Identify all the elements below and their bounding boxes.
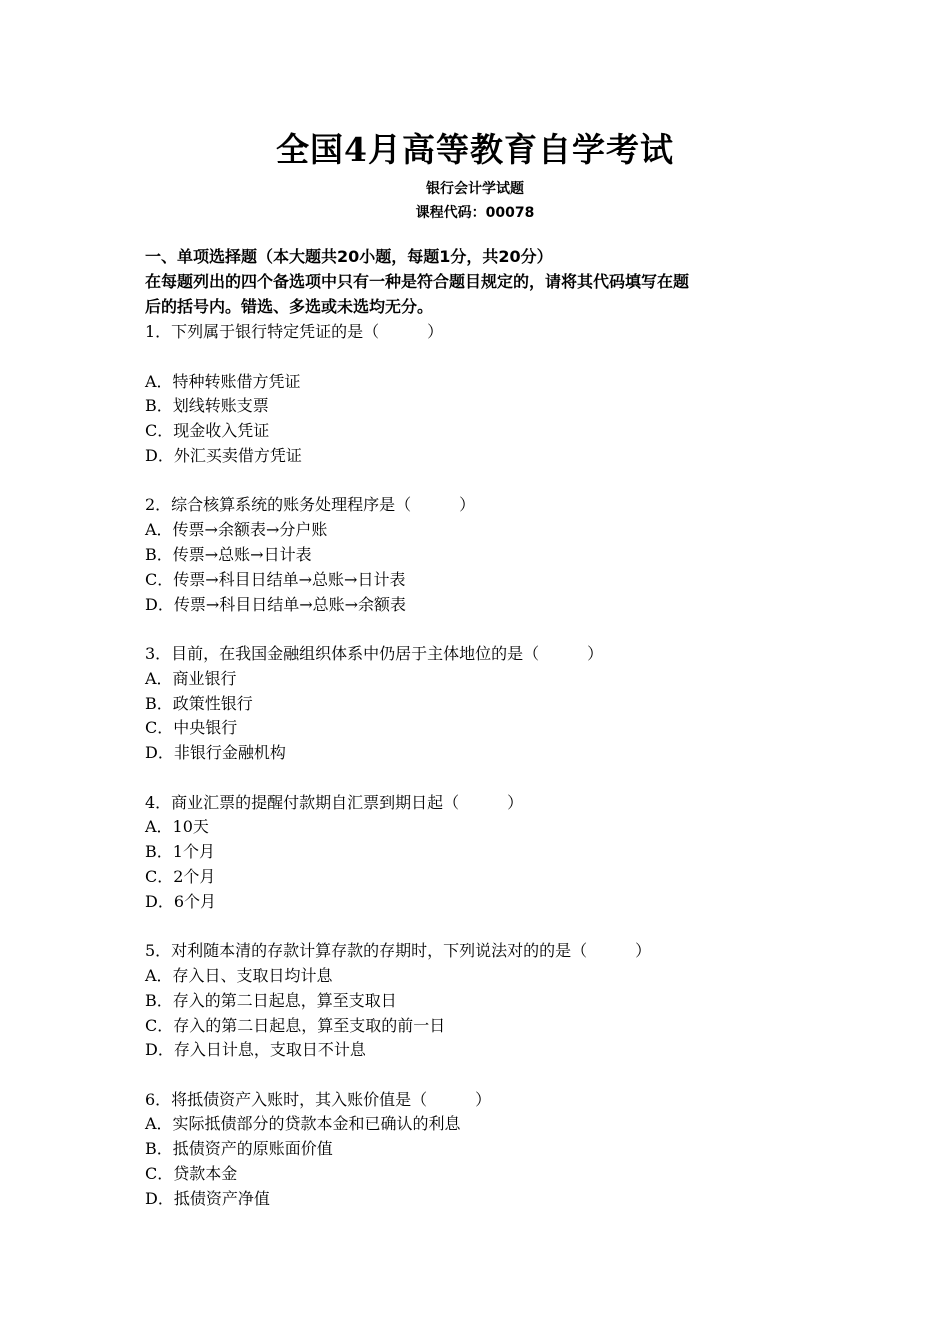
option-b: B．1个月 — [145, 842, 215, 862]
option-a: A．特种转账借方凭证 — [145, 371, 301, 391]
option-a: A．传票→余额表→分户账 — [145, 520, 328, 540]
section-header — [145, 244, 825, 319]
option-b: B．存入的第二日起息，算至支取日 — [145, 990, 397, 1010]
option-d: D．外汇买卖借方凭证 — [145, 445, 302, 465]
option-d: D．抵债资产净值 — [145, 1188, 270, 1208]
option-a: A．实际抵债部分的贷款本金和已确认的利息 — [145, 1114, 461, 1134]
option-b: B．政策性银行 — [145, 693, 253, 713]
question-4 — [145, 791, 825, 915]
option-c: C．存入的第二日起息，算至支取的前一日 — [145, 1015, 446, 1035]
question-stem: 5．对利随本清的存款计算存款的存期时，下列说法对的的是（ ） — [145, 941, 652, 961]
option-c: C．贷款本金 — [145, 1164, 238, 1184]
section-heading: 一、单项选择题（本大题共20小题，每题1分，共20分） — [145, 247, 553, 266]
question-6 — [145, 1088, 825, 1212]
course-code: 课程代码：00078 — [415, 205, 535, 221]
question-stem: 3．目前，在我国金融组织体系中仍居于主体地位的是（ ） — [145, 643, 604, 663]
section-instruction-line-1: 在每题列出的四个备选项中只有一种是符合题目规定的，请将其代码填写在题 — [145, 272, 690, 291]
question-5 — [145, 939, 825, 1063]
option-c: C．中央银行 — [145, 718, 238, 738]
option-b: B．传票→总账→日计表 — [145, 544, 312, 564]
option-b: B．抵债资产的原账面价值 — [145, 1139, 333, 1159]
option-a: A．存入日、支取日均计息 — [145, 965, 333, 985]
exam-subject: 银行会计学试题 — [426, 181, 524, 197]
exam-title: 全国4月高等教育自学考试 — [276, 130, 674, 169]
option-d: D．非银行金融机构 — [145, 743, 286, 763]
option-b: B．划线转账支票 — [145, 396, 269, 416]
question-list — [145, 320, 825, 1236]
question-1 — [145, 320, 825, 469]
option-c: C．传票→科目日结单→总账→日计表 — [145, 569, 406, 589]
question-stem: 1．下列属于银行特定凭证的是（ ） — [145, 322, 444, 341]
option-a: A．商业银行 — [145, 668, 237, 688]
option-c: C．现金收入凭证 — [145, 421, 270, 441]
option-a: A．10天 — [145, 817, 209, 837]
option-d: D．6个月 — [145, 891, 217, 911]
option-c: C．2个月 — [145, 866, 216, 886]
option-d: D．存入日计息，支取日不计息 — [145, 1040, 366, 1060]
question-3 — [145, 642, 825, 766]
question-stem: 4．商业汇票的提醒付款期自汇票到期日起（ ） — [145, 792, 524, 812]
question-stem: 2．综合核算系统的账务处理程序是（ ） — [145, 495, 476, 515]
option-d: D．传票→科目日结单→总账→余额表 — [145, 594, 407, 614]
question-stem: 6．将抵债资产入账时，其入账价值是（ ） — [145, 1089, 492, 1109]
question-2 — [145, 493, 825, 617]
section-instruction-line-2: 后的括号内。错选、多选或未选均无分。 — [145, 297, 434, 316]
blank-line — [145, 345, 825, 370]
